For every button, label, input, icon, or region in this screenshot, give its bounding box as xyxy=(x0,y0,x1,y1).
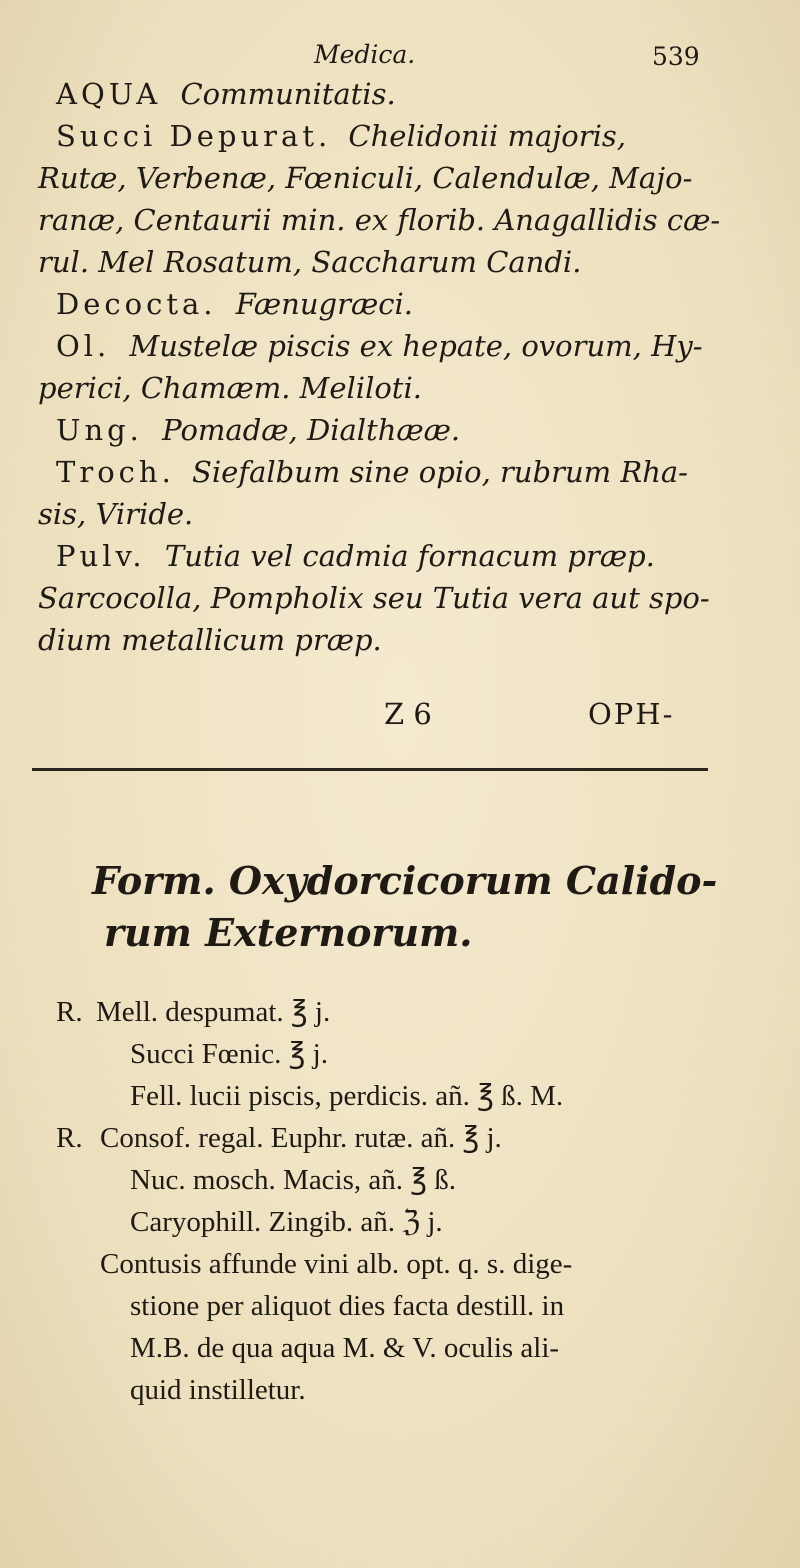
decocta-label: Decocta. xyxy=(56,287,217,321)
troch-text-1: Siefalbum sine opio, rubrum Rha- xyxy=(192,455,688,489)
recipe-line-8: stione per aliquot dies facta destill. in xyxy=(130,1290,565,1322)
ol-label: Ol. xyxy=(56,329,111,363)
succi-line-1 xyxy=(56,116,626,156)
troch-text-2: sis, Viride. xyxy=(38,497,194,531)
decocta-line xyxy=(56,284,413,324)
formula-title-line-1: Form. Oxydorcicorum Calido- xyxy=(92,858,718,903)
pulv-text-2: Sarcocolla, Pompholix seu Tutia vera aut spo- xyxy=(38,581,710,615)
recipe-line-4: Consof. regal. Euphr. rutæ. añ. ℥ j. xyxy=(100,1122,502,1154)
page-number: 539 xyxy=(652,42,700,71)
recipe-line-10: quid instilletur. xyxy=(130,1374,306,1406)
recipe-line-2: Succi Fœnic. ℥ j. xyxy=(130,1038,328,1070)
pulv-label: Pulv. xyxy=(56,539,146,573)
ol-text-2: perici, Chamæm. Meliloti. xyxy=(38,371,422,405)
running-head: Medica. xyxy=(314,40,416,69)
recipe-line-1: Mell. despumat. ℥ j. xyxy=(96,996,331,1028)
page-divider xyxy=(32,768,708,771)
heading-italic: Communitatis. xyxy=(180,77,396,111)
recipe-line-3: Fell. lucii piscis, perdicis. añ. ℥ ß. M. xyxy=(130,1080,564,1112)
rx-symbol-1: R. xyxy=(56,996,83,1028)
pulv-line-1 xyxy=(56,536,655,576)
pulv-text-1: Tutia vel cadmia fornacum præp. xyxy=(164,539,655,573)
recipe-line-6: Caryophill. Zingib. añ. ℨ j. xyxy=(130,1206,443,1238)
recipe-line-9: M.B. de qua aqua M. & V. oculis ali- xyxy=(130,1332,560,1364)
succi-text-4: rul. Mel Rosatum, Saccharum Candi. xyxy=(38,245,582,279)
catchword: OPH- xyxy=(588,697,675,731)
ung-label: Ung. xyxy=(56,413,143,447)
recipe-line-5: Nuc. mosch. Macis, añ. ℥ ß. xyxy=(130,1164,457,1196)
heading-small-caps: AQUA xyxy=(56,77,162,111)
succi-text-1: Chelidonii majoris, xyxy=(348,119,626,153)
decocta-text: Fænugræci. xyxy=(235,287,413,321)
signature-mark: Z 6 xyxy=(384,697,432,731)
formula-title-line-2: rum Externorum. xyxy=(104,910,473,955)
ol-text-1: Mustelæ piscis ex hepate, ovorum, Hy- xyxy=(129,329,703,363)
ung-line xyxy=(56,410,460,450)
succi-text-3: ranæ, Centaurii min. ex florib. Anagallidis cæ- xyxy=(38,203,721,237)
ung-text: Pomadæ, Dialthææ. xyxy=(162,413,461,447)
troch-label: Troch. xyxy=(56,455,175,489)
troch-line-1 xyxy=(56,452,688,492)
pulv-text-3: dium metallicum præp. xyxy=(38,623,382,657)
ol-line-1 xyxy=(56,326,703,366)
recipe-line-7: Contusis affunde vini alb. opt. q. s. dige- xyxy=(100,1248,573,1280)
section-heading xyxy=(56,74,396,114)
rx-symbol-2: R. xyxy=(56,1122,83,1154)
succi-text-2: Rutæ, Verbenæ, Fœniculi, Calendulæ, Majo- xyxy=(38,161,693,195)
succi-label: Succi Depurat. xyxy=(56,119,332,153)
